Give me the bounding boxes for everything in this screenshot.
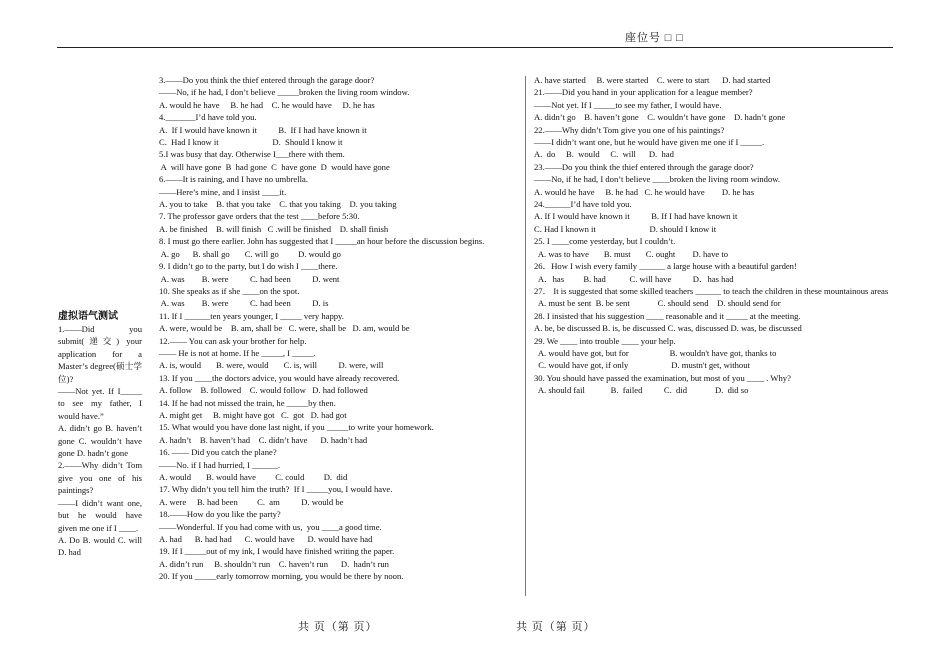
question-line: C. would have got, if only D. mustn't get, without bbox=[534, 360, 750, 371]
col1-lines bbox=[58, 323, 142, 559]
question-line: A. must be sent B. be sent C. should send D. should send for bbox=[534, 298, 781, 309]
question-line: A. would he have B. he had C. he would have D. he has bbox=[159, 99, 375, 110]
question-line: 11. If I ______ten years younger, I _____ very happy. bbox=[159, 310, 344, 321]
question-line: 6.——It is raining, and I have no umbrella. bbox=[159, 174, 308, 185]
question-line: 13. If you ____the doctors advice, you would have already recovered. bbox=[159, 372, 400, 383]
question-line: A. If I would have known it B. If I had have known it bbox=[534, 211, 738, 222]
question-line: 23.——Do you think the thief entered through the garage door? bbox=[534, 161, 754, 172]
question-line: 30. You should have passed the examination, but most of you ____ . Why? bbox=[534, 372, 791, 383]
header-rule bbox=[57, 47, 893, 48]
question-line: ——Here’s mine, and I insist ____it. bbox=[159, 186, 287, 197]
question-line: A. be, be discussed B. is, be discussed C. was, discussed D. was, be discussed bbox=[534, 323, 802, 334]
question-line: ——No, if he had, I don’t believe _____broken the living room window. bbox=[159, 87, 410, 98]
question-line: 9. I didn’t go to the party, but I do wish I ____there. bbox=[159, 261, 338, 272]
question-line: 21.——Did you hand in your application for a league member? bbox=[534, 87, 753, 98]
question-line: 24.______I’d have told you. bbox=[534, 199, 632, 210]
question-line: A. hadn’t B. haven’t had C. didn’t have D. hadn’t had bbox=[159, 434, 368, 445]
question-line: 10. She speaks as if she ____on the spot. bbox=[159, 285, 300, 296]
question-line: C. Had I know it D. Should I know it bbox=[159, 137, 343, 148]
question-line: A. didn’t go B. haven’t gone C. wouldn’t have gone D. hadn’t gone bbox=[58, 423, 142, 459]
question-line: 28. I insisted that his suggestion ____ reasonable and it _____ at the meeting. bbox=[534, 310, 801, 321]
question-line: ——Not yet. If I_____ to see my father, I would have.” bbox=[58, 386, 142, 421]
column-1 bbox=[58, 310, 142, 559]
question-line: 15. What would you have done last night, if you _____to write your homework. bbox=[159, 422, 434, 433]
question-line: A. was to have B. must C. ought D. have to bbox=[534, 248, 729, 259]
question-line: 7. The professor gave orders that the test ____before 5:30. bbox=[159, 211, 360, 222]
question-line: A. didn’t run B. shouldn’t run C. haven’t run D. hadn’t run bbox=[159, 558, 389, 569]
question-line: 27． It is suggested that some skilled teachers ______ to teach the children in these mountainous areas bbox=[534, 285, 889, 296]
question-line: 3.——Do you think the thief entered through the garage door? bbox=[159, 75, 375, 85]
question-line: A．has B. had C. will have D．has had bbox=[534, 273, 734, 284]
column-2 bbox=[159, 74, 521, 583]
question-line: —— He is not at home. If he _____, I _____. bbox=[159, 347, 316, 358]
question-line: 17. Why didn’t you tell him the truth? If I _____you, I would have. bbox=[159, 484, 393, 495]
question-line: ——No, if he had, I don’t believe ____broken the living room window. bbox=[534, 174, 781, 185]
question-line: A. you to take B. that you take C. that you taking D. you taking bbox=[159, 199, 397, 210]
column-3 bbox=[534, 74, 894, 397]
question-line: C. Had I known it D. should I know it bbox=[534, 223, 717, 234]
question-line: 8. I must go there earlier. John has suggested that I _____an hour before the discussion begins. bbox=[159, 236, 485, 247]
question-line: A will have gone B had gone C have gone D would have gone bbox=[159, 161, 390, 172]
question-line: 1.——Did you submit(递交) your application for a Master’s degree(硕士学位)? bbox=[58, 324, 142, 384]
question-line: 18.——How do you like the party? bbox=[159, 509, 281, 520]
question-line: A. should fail B. failed C. did D. did so bbox=[534, 385, 749, 396]
question-line: 12.—— You can ask your brother for help. bbox=[159, 335, 307, 346]
question-line: 26．How I wish every family ______ a large house with a beautiful garden! bbox=[534, 261, 797, 272]
question-line: A. is, would B. were, would C. is, will D. were, will bbox=[159, 360, 384, 371]
question-line: 16. —— Did you catch the plane? bbox=[159, 447, 277, 458]
question-line: A. Do B. would C. will D. had bbox=[58, 534, 142, 558]
question-line: 2.——Why didn’t Tom give you one of his paintings? bbox=[58, 460, 142, 496]
question-line: A. was B. were C. had been D. went bbox=[159, 273, 340, 284]
question-line: ——I didn’t want one, but he would have given me one if I ____. bbox=[58, 497, 142, 533]
question-line: A. follow B. followed C. would follow D. had followed bbox=[159, 385, 368, 396]
question-line: ——Wonderful. If you had come with us, you ____a good time. bbox=[159, 521, 382, 532]
seat-number-label: 座位号 □ □ bbox=[625, 32, 684, 44]
question-line: A. had B. had had C. would have D. would have had bbox=[159, 534, 373, 545]
question-line: A. were B. had been C. am D. would be bbox=[159, 496, 344, 507]
question-line: 19. If I _____out of my ink, I would have finished writing the paper. bbox=[159, 546, 395, 557]
question-line: ——I didn’t want one, but he would have given me one if I _____. bbox=[534, 137, 765, 148]
page-footer-right: 共 页（第 页） bbox=[516, 621, 596, 633]
column-divider bbox=[525, 76, 526, 596]
question-line: ——Not yet. If I _____to see my father, I would have. bbox=[534, 99, 722, 110]
question-line: A. be finished B. will finish C .will be finished D. shall finish bbox=[159, 223, 389, 234]
question-line: A. would have got, but for B. wouldn't have got, thanks to bbox=[534, 347, 777, 358]
test-title: 虚拟语气测试 bbox=[58, 311, 118, 322]
question-line: A. would he have B. he had C. he would have D. he has bbox=[534, 186, 755, 197]
question-line: A. would B. would have C. could D. did bbox=[159, 472, 348, 482]
question-line: A. might get B. might have got C. got D. had got bbox=[159, 409, 347, 420]
question-line: 25. I ____come yesterday, but I couldn’t. bbox=[534, 236, 676, 247]
question-line: A. were, would be B. am, shall be C. were, shall be D. am, would be bbox=[159, 323, 410, 334]
question-line: 4._______I’d have told you. bbox=[159, 112, 257, 123]
question-line: A. If I would have known it B. If I had have known it bbox=[159, 124, 367, 135]
question-line: 29. We ____ into trouble ____ your help. bbox=[534, 335, 676, 346]
question-line: 14. If he had not missed the train, he _____by then. bbox=[159, 397, 336, 408]
question-line: 22.——Why didn’t Tom give you one of his paintings? bbox=[534, 124, 725, 135]
question-line: 5.I was busy that day. Otherwise I___there with them. bbox=[159, 149, 345, 160]
question-line: A. have started B. were started C. were to start D. had started bbox=[534, 75, 771, 85]
question-line: A. was B. were C. had been D. is bbox=[159, 298, 329, 309]
question-line: A. didn’t go B. haven’t gone C. wouldn’t have gone D. hadn’t gone bbox=[534, 112, 786, 123]
question-line: A. do B. would C. will D. had bbox=[534, 149, 674, 160]
question-line: 20. If you _____early tomorrow morning, you would be there by noon. bbox=[159, 571, 404, 582]
question-line: ——No. if I had hurried, I ______. bbox=[159, 459, 281, 470]
page-footer-left: 共 页（第 页） bbox=[298, 621, 378, 633]
question-line: A. go B. shall go C. will go D. would go bbox=[159, 248, 341, 259]
